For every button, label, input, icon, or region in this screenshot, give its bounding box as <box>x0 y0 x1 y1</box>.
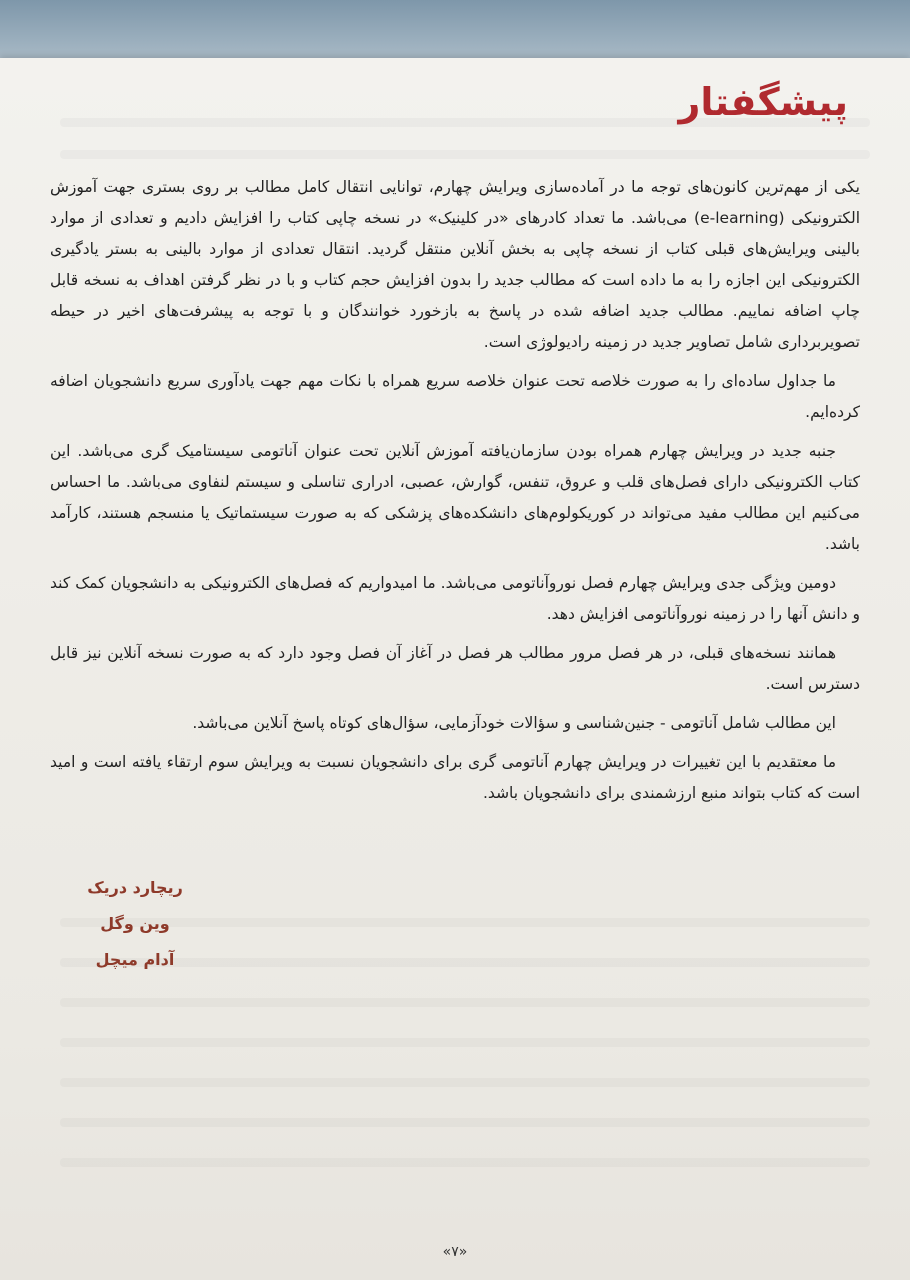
book-page <box>0 58 910 1280</box>
page-number: «۷» <box>442 1244 468 1260</box>
paragraph: یکی از مهم‌ترین کانون‌های توجه ما در آماده‌سازی ویرایش چهارم، توانایی انتقال کامل مطالب بر روی بستری جهت آموزش الکترونیکی (e-learning) می‌باشد. ما تعداد کادرهای «در کلینیک» در نسخه چاپی کتاب را افزایش دادیم و تعدادی از موارد بالینی ویرایش‌های قبلی کتاب از نسخه چاپی به بخش آنلاین منتقل گردید. انتقال تعدادی از موارد بالینی به بستر یادگیری الکترونیکی این اجازه را به ما داده است که مطالب جدید را بدون افزایش حجم کتاب و با در نظر گرفتن اهداف به نسخه قابل چاپ اضافه نماییم. مطالب جدید اضافه شده در پاسخ به بازخورد خوانندگان و با توجه به پیشرفت‌های اخیر در حیطه تصویربرداری شامل تصاویر جدید در زمینه رادیولوژی است. <box>50 178 861 351</box>
show-through-line <box>60 1038 870 1047</box>
author-name: وین وگل <box>100 914 170 933</box>
paragraph: همانند نسخه‌های قبلی، در هر فصل مرور مطالب هر فصل در آغاز آن فصل وجود دارد که به صورت نسخه آنلاین نیز قابل دسترس است. <box>50 644 860 693</box>
author-name: ریچارد دریک <box>87 878 183 897</box>
show-through-line <box>60 150 870 159</box>
paragraph: ما جداول ساده‌ای را به صورت خلاصه تحت عنوان خلاصه سریع همراه با نکات مهم جهت یادآوری سریع دانشجویان اضافه کرده‌ایم. <box>50 372 860 421</box>
author-list <box>60 870 210 978</box>
show-through-line <box>60 998 870 1007</box>
paragraph: ما معتقدیم با این تغییرات در ویرایش چهارم آناتومی گری برای دانشجویان نسبت به ویرایش سوم ارتقاء یافته است و امید است که کتاب بتواند منبع ارزشمندی برای دانشجویان باشد. <box>50 753 860 802</box>
preface-body <box>50 172 860 817</box>
show-through-line <box>60 1078 870 1087</box>
paragraph: جنبه جدید در ویرایش چهارم همراه بودن سازمان‌یافته آموزش آنلاین تحت عنوان آناتومی سیستامیک گری می‌باشد. این کتاب الکترونیکی دارای فصل‌های قلب و عروق، تنفس، گوارش، عصبی، ادراری تناسلی و سیستم لنفاوی می‌باشد. ما احساس می‌کنیم این مطالب مفید می‌تواند در کوریکولوم‌های دانشکده‌های پزشکی که به صورت سیستماتیک یا منسجم هستند، کارآمد باشد. <box>50 442 860 553</box>
show-through-line <box>60 1118 870 1127</box>
paragraph: دومین ویژگی جدی ویرایش چهارم فصل نوروآناتومی می‌باشد. ما امیدواریم که فصل‌های الکترونیکی به دانشجویان کمک کند و دانش آنها را در زمینه نوروآناتومی افزایش دهد. <box>50 574 860 623</box>
paragraph: این مطالب شامل آناتومی - جنین‌شناسی و سؤالات خودآزمایی، سؤال‌های کوتاه پاسخ آنلاین می‌باشد. <box>192 714 836 732</box>
author-name: آدام میچل <box>95 950 175 969</box>
show-through-line <box>60 1158 870 1167</box>
page-title: پیشگفتار <box>678 80 848 124</box>
